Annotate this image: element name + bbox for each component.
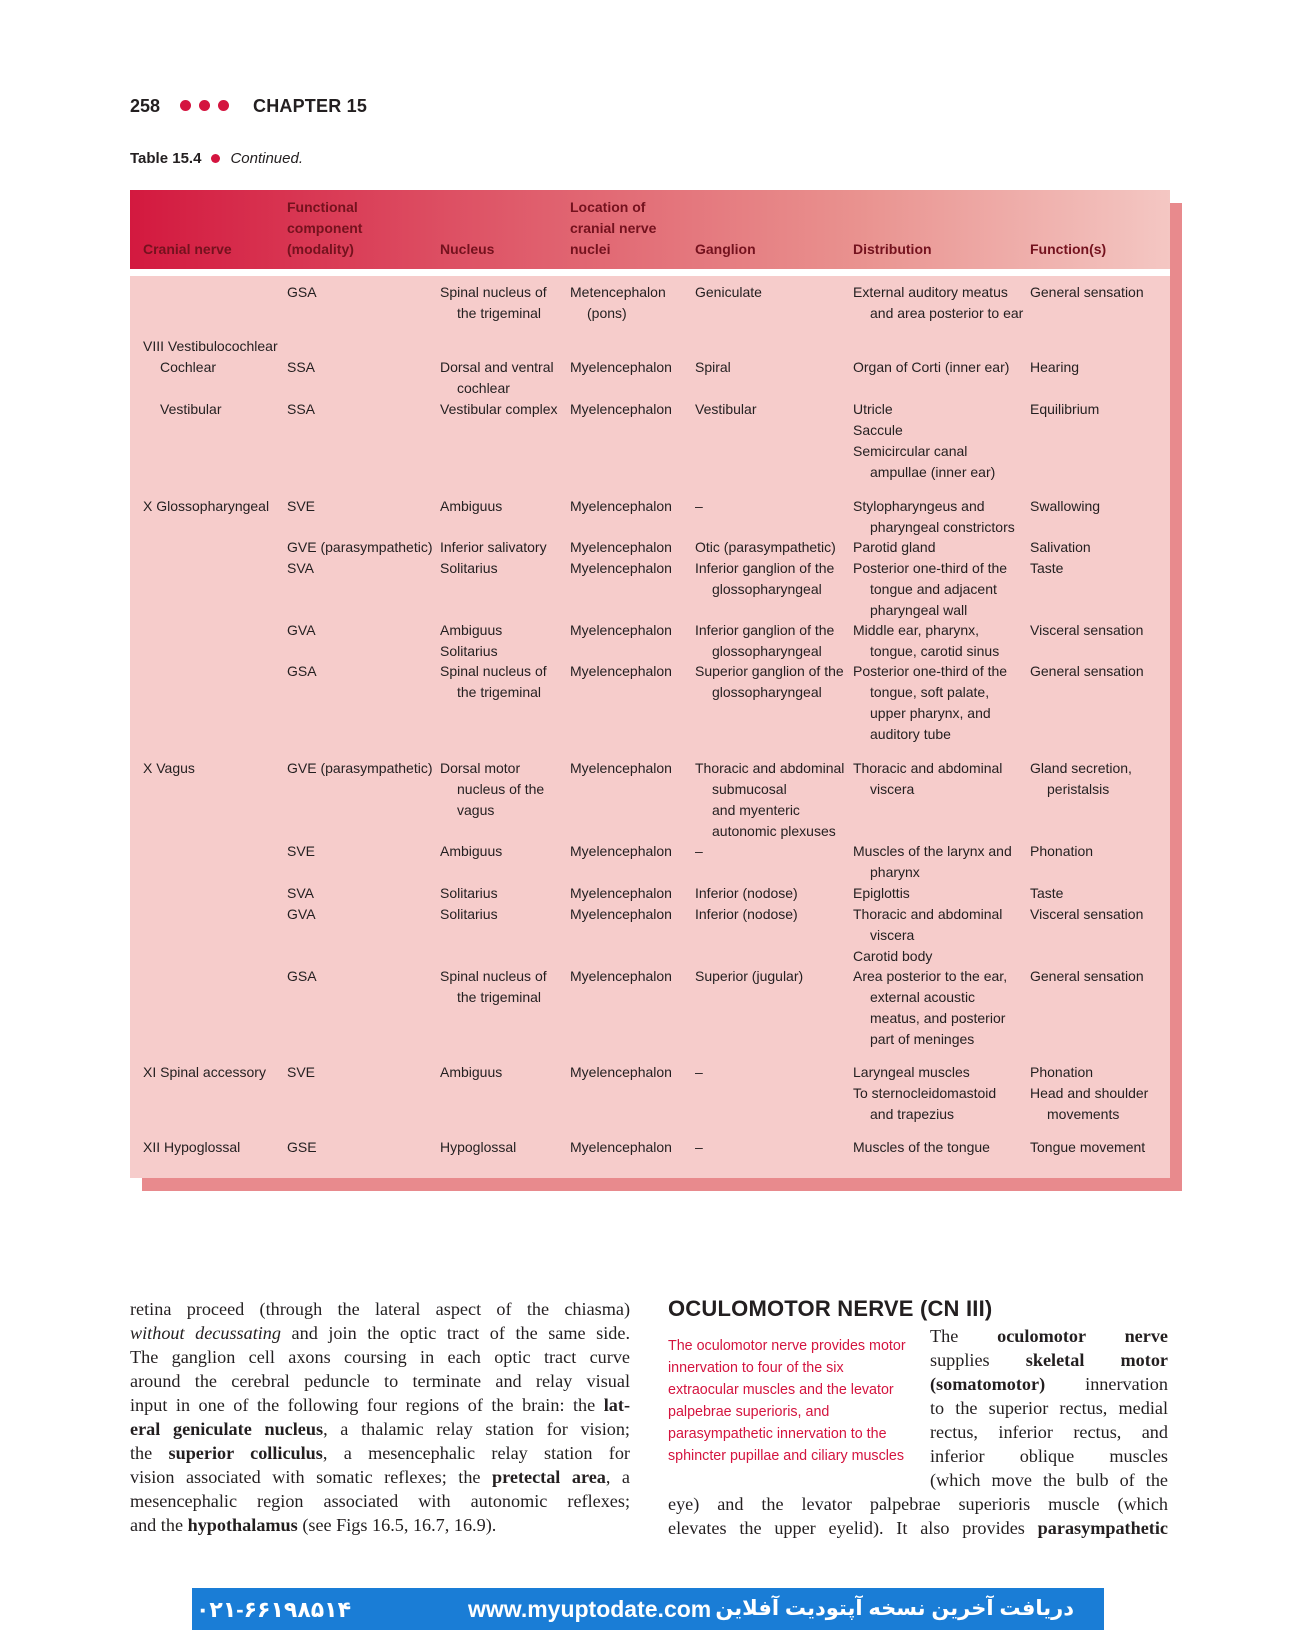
margin-note: The oculomotor nerve provides motor innervation to four of the six extraocular muscles and the levator palpebrae superioris, and parasympathetic innervation to the sphincter pupillae and ciliary muscles — [668, 1338, 906, 1464]
cell-location: Myelencephalon — [570, 1139, 672, 1155]
cell-distribution: Muscles of the larynx and pharynx — [853, 843, 1012, 880]
cell-ganglion: – — [695, 1139, 703, 1155]
cell-location: Myelencephalon — [570, 760, 672, 776]
cell-ganglion: Superior ganglion of the glossopharyngeal — [695, 663, 844, 700]
cell-function: Phonation Head and shoulder movements — [1030, 1064, 1149, 1122]
cell-comp: SSA — [287, 401, 316, 417]
cell-comp: SVE — [287, 498, 316, 514]
left-column-text: retina proceed (through the lateral aspect of the chiasma) without decussating and join the optic tract of the same side. The ganglion cell axons coursing in each optic tract curve around the cerebral peduncle to terminate and relay visual input in one of the following four regions of the brain: the lat- eral geniculate nucleus, a thalamic relay station for vision; the superior colliculus, a mesencephalic relay station for vision associated with somatic reflexes; the pretectal area, a mesencephalic region associated with autonomic reflexes; and the hypothalamus (see Figs 16.5, 16.7, 16.9). — [130, 1299, 631, 1535]
th-ganglion: Ganglion — [695, 241, 756, 257]
cell-nucleus: Hypoglossal — [440, 1139, 517, 1155]
cell-distribution: Middle ear, pharynx, tongue, carotid sinus — [853, 622, 1000, 659]
cell-location: Myelencephalon — [570, 968, 672, 984]
cell-function: Taste — [1030, 560, 1064, 576]
cell-comp: SSA — [287, 359, 316, 375]
cell-distribution: Thoracic and abdominal viscera Carotid body — [853, 906, 1003, 964]
cell-ganglion: Otic (parasympathetic) — [695, 539, 836, 555]
cell-comp: GSE — [287, 1139, 317, 1155]
cell-distribution: Thoracic and abdominal viscera — [853, 760, 1003, 797]
cell-distribution: Laryngeal muscles To sternocleidomastoid and trapezius — [853, 1064, 997, 1122]
cell-nerve-viii: VIII Vestibulocochlear Cochlear — [143, 338, 278, 375]
cell-location: Myelencephalon — [570, 885, 672, 901]
cell-comp: SVE — [287, 1064, 316, 1080]
cell-ganglion: Vestibular — [695, 401, 757, 417]
table-caption — [130, 150, 303, 167]
cell-nucleus: Spinal nucleus of the trigeminal — [440, 284, 547, 321]
cell-nerve-vestibular: Vestibular — [160, 401, 222, 417]
cell-ganglion: Spiral — [695, 359, 731, 375]
cell-function: General sensation — [1030, 663, 1144, 679]
cell-comp: SVA — [287, 885, 314, 901]
chapter-dots — [180, 100, 229, 111]
cell-location: Myelencephalon — [570, 663, 672, 679]
cell-function: Taste — [1030, 885, 1064, 901]
th-location: Location of cranial nerve nuclei — [570, 199, 657, 257]
banner-url-link[interactable]: www.myuptodate.com — [468, 1596, 712, 1622]
th-cranial-nerve: Cranial nerve — [143, 241, 232, 257]
cell-comp: GVA — [287, 622, 316, 638]
th-functional-component: Functional component (modality) — [287, 199, 363, 257]
cell-comp: GSA — [287, 663, 317, 679]
cell-nucleus: Ambiguus Solitarius — [440, 622, 503, 659]
cell-distribution: Posterior one-third of the tongue and adjacent pharyngeal wall — [853, 560, 1008, 618]
cell-distribution: External auditory meatus and area posterior to ear — [853, 284, 1024, 321]
cell-function: Visceral sensation — [1030, 622, 1144, 638]
table-label: Table 15.4 — [130, 150, 202, 167]
right-column-text-top: The oculomotor nerve supplies skeletal motor (somatomotor) innervation to the superior rectus, medial rectus, inferior rectus, and inferior oblique muscles (which move the bulb of the — [930, 1326, 1168, 1490]
cell-nucleus: Spinal nucleus of the trigeminal — [440, 663, 547, 700]
cell-function: Equilibrium — [1030, 401, 1100, 417]
cell-function: Visceral sensation — [1030, 906, 1144, 922]
cell-comp: SVE — [287, 843, 316, 859]
chapter-title: CHAPTER 15 — [253, 96, 368, 116]
cell-nucleus: Ambiguus — [440, 843, 503, 859]
cell-distribution: Muscles of the tongue — [853, 1139, 990, 1155]
cell-distribution: Utricle Saccule Semicircular canal ampullae (inner ear) — [853, 401, 996, 480]
cell-location: Myelencephalon — [570, 622, 672, 638]
cell-function: Hearing — [1030, 359, 1080, 375]
page-number: 258 — [130, 96, 161, 116]
cell-location: Myelencephalon — [570, 498, 672, 514]
cell-location: Myelencephalon — [570, 359, 672, 375]
cell-location: Myelencephalon — [570, 539, 672, 555]
cell-location: Metencephalon (pons) — [570, 284, 666, 321]
cell-nucleus: Ambiguus — [440, 1064, 503, 1080]
cell-location: Myelencephalon — [570, 843, 672, 859]
cell-function: Salivation — [1030, 539, 1091, 555]
cell-ganglion: – — [695, 498, 703, 514]
cell-nerve-xi: XI Spinal accessory — [143, 1064, 266, 1080]
cell-function: Swallowing — [1030, 498, 1101, 514]
cell-nucleus: Dorsal motor nucleus of the vagus — [440, 760, 545, 818]
cell-nucleus: Solitarius — [440, 560, 498, 576]
cell-ganglion: Inferior (nodose) — [695, 906, 798, 922]
cell-nucleus: Ambiguus — [440, 498, 503, 514]
cranial-nerve-table — [130, 190, 1170, 1178]
cell-distribution: Organ of Corti (inner ear) — [853, 359, 1010, 375]
cell-ganglion: Thoracic and abdominal submucosal and myenteric autonomic plexuses — [695, 760, 845, 839]
cell-distribution: Epiglottis — [853, 885, 910, 901]
cell-nucleus: Spinal nucleus of the trigeminal — [440, 968, 547, 1005]
dot-icon — [180, 100, 191, 111]
cell-function: General sensation — [1030, 968, 1144, 984]
right-column-text-bottom: eye) and the levator palpebrae superioris muscle (which elevates the upper eyelid). It also provides parasympathetic — [668, 1494, 1168, 1538]
cell-function: Gland secretion, peristalsis — [1030, 760, 1132, 797]
cell-comp: GSA — [287, 968, 317, 984]
banner-phone: ۰۲۱-۶۶۱۹۸۵۱۴ — [196, 1597, 352, 1622]
cell-nerve-xii: XII Hypoglossal — [143, 1139, 241, 1155]
dot-icon — [218, 100, 229, 111]
bullet-icon — [211, 154, 220, 163]
cell-distribution: Stylopharyngeus and pharyngeal constrictors — [853, 498, 1015, 535]
cell-ganglion: – — [695, 843, 703, 859]
cell-comp: GVE (parasympathetic) — [287, 760, 433, 776]
cell-ganglion: Superior (jugular) — [695, 968, 804, 984]
cell-distribution: Area posterior to the ear, external acoustic meatus, and posterior part of meninges — [853, 968, 1008, 1047]
cell-comp: GVA — [287, 906, 316, 922]
th-functions: Function(s) — [1030, 241, 1107, 257]
cell-nerve-ix: X Glossopharyngeal — [143, 498, 270, 514]
cell-function: Tongue movement — [1030, 1139, 1146, 1155]
dot-icon — [199, 100, 210, 111]
cell-nucleus: Dorsal and ventral cochlear — [440, 359, 554, 396]
cell-comp: GVE (parasympathetic) — [287, 539, 433, 555]
cell-distribution: Posterior one-third of the tongue, soft palate, upper pharynx, and auditory tube — [853, 663, 1008, 742]
th-nucleus: Nucleus — [440, 241, 495, 257]
cell-location: Myelencephalon — [570, 560, 672, 576]
cell-ganglion: – — [695, 1064, 703, 1080]
cell-function: Phonation — [1030, 843, 1094, 859]
continued-label: Continued. — [230, 150, 303, 167]
cell-nucleus: Inferior salivatory — [440, 539, 547, 555]
section-heading: OCULOMOTOR NERVE (CN III) — [668, 1296, 993, 1321]
cell-distribution: Parotid gland — [853, 539, 936, 555]
cell-function: General sensation — [1030, 284, 1144, 300]
cell-location: Myelencephalon — [570, 906, 672, 922]
cell-comp: GSA — [287, 284, 317, 300]
cell-ganglion: Inferior ganglion of the glossopharyngeal — [695, 622, 835, 659]
cell-ganglion: Inferior ganglion of the glossopharyngeal — [695, 560, 835, 597]
cell-nucleus: Solitarius — [440, 885, 498, 901]
banner-persian-text: دریافت آخرین نسخه آپتودیت آفلاین — [715, 1597, 1074, 1620]
cell-nucleus: Solitarius — [440, 906, 498, 922]
cell-ganglion: Geniculate — [695, 284, 762, 300]
th-distribution: Distribution — [853, 241, 932, 257]
cell-nucleus: Vestibular complex — [440, 401, 558, 417]
cell-comp: SVA — [287, 560, 314, 576]
cell-location: Myelencephalon — [570, 401, 672, 417]
cell-location: Myelencephalon — [570, 1064, 672, 1080]
table-header-divider — [130, 269, 1170, 276]
footer-banner[interactable] — [192, 1588, 1104, 1630]
cell-nerve-x: X Vagus — [143, 760, 195, 776]
cell-ganglion: Inferior (nodose) — [695, 885, 798, 901]
